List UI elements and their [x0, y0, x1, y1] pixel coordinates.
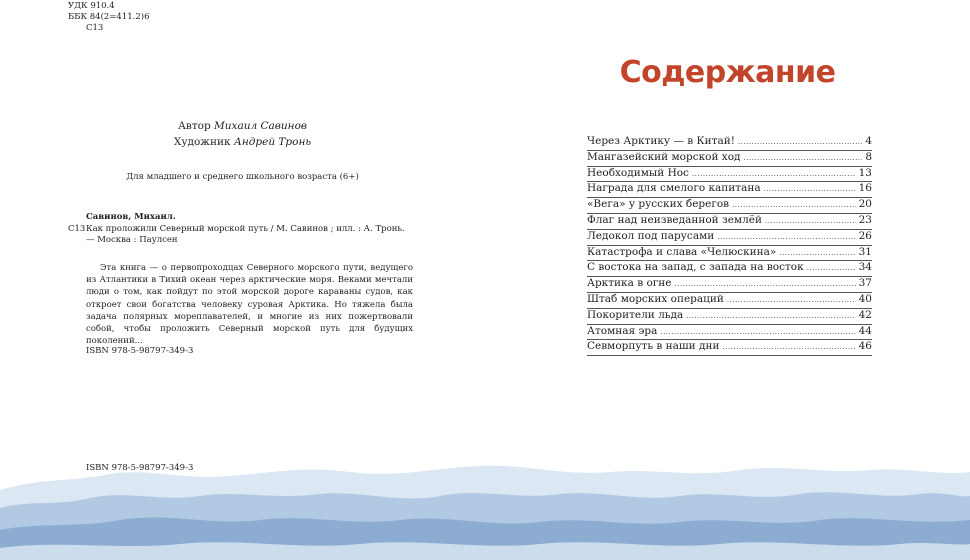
- udk-code: УДК 910.4: [68, 1, 115, 11]
- toc-leader-dots: [675, 280, 856, 288]
- toc-entry-page: 20: [858, 198, 872, 211]
- toc-entry-page: 44: [858, 324, 872, 337]
- toc-entry-title: Катастрофа и слава «Челюскина»: [587, 245, 777, 258]
- toc-leader-dots: [686, 312, 855, 320]
- age-rating: Для младшего и среднего школьного возраста (6+): [126, 172, 359, 182]
- toc-leader-dots: [807, 264, 856, 272]
- author-prefix: Автор: [177, 120, 211, 132]
- toc-entry-title: Необходимый Нос: [587, 166, 689, 179]
- annotation: Эта книга — о первопроходцах Северного морского пути, ведущего из Атлантики в Тихий океан через арктические моря. Веками мечтали люди о том, как пойдут по этой морской дороге караваны судов, как откроет свои богатства человеку суровая Арктика. Но тяжела была задача полярных мореплавателей, и многие из них пожертвовали собой, чтобы проложить Северный морской путь для будущих поколений...: [86, 263, 413, 347]
- toc-leader-dots: [692, 170, 856, 178]
- toc-leader-dots: [765, 217, 856, 225]
- toc-entry-page: 46: [858, 340, 872, 353]
- toc-entry-page: 34: [858, 261, 872, 274]
- isbn-bottom: ISBN 978-5-98797-349-3: [86, 463, 194, 473]
- toc-entry-page: 40: [858, 292, 872, 305]
- toc-leader-dots: [722, 343, 855, 351]
- biblio-author: Савинов, Михаил.: [86, 212, 176, 222]
- toc-entry: [587, 182, 872, 198]
- isbn: ISBN 978-5-98797-349-3: [86, 346, 194, 356]
- artist-line: [0, 134, 485, 150]
- toc-leader-dots: [764, 185, 856, 193]
- toc-entry: [587, 340, 872, 356]
- toc-entry-page: 26: [858, 229, 872, 242]
- toc-entry: [587, 230, 872, 246]
- toc-entry-title: Арктика в огне: [587, 277, 672, 290]
- toc-entry-page: 37: [858, 277, 872, 290]
- toc-entry-title: Мангазейский морской ход: [587, 150, 741, 163]
- toc-entry: [587, 167, 872, 183]
- author-name: Михаил Савинов: [214, 120, 308, 132]
- toc-entry-title: «Вега» у русских берегов: [587, 198, 730, 211]
- toc-entry-title: С востока на запад, с запада на восток: [587, 261, 804, 274]
- author-mark: С13: [86, 23, 104, 33]
- toc-leader-dots: [744, 154, 863, 162]
- biblio-row: [68, 224, 413, 247]
- ice-illustration: [0, 460, 970, 560]
- toc-entry-title: Награда для смелого капитана: [587, 182, 761, 195]
- toc-leader-dots: [660, 328, 855, 336]
- biblio-mark: С13: [68, 223, 86, 234]
- toc-leader-dots: [727, 296, 856, 304]
- toc-entry: [587, 277, 872, 293]
- toc-entry: [587, 214, 872, 230]
- classification-block: [68, 1, 150, 34]
- toc-entry-page: 4: [865, 135, 872, 147]
- toc-entry-page: 8: [865, 150, 872, 163]
- toc-leader-dots: [732, 201, 856, 209]
- toc-entry: [587, 293, 872, 309]
- toc-entry: [587, 135, 872, 151]
- toc-entry: [587, 151, 872, 167]
- toc-entry-page: 31: [858, 245, 872, 258]
- toc-entry-page: 42: [858, 308, 872, 321]
- toc-entry: [587, 246, 872, 262]
- toc-entry: [587, 309, 872, 325]
- toc-entry-title: Севморпуть в наши дни: [587, 340, 720, 353]
- bbk-code: ББК 84(2=411.2)6: [68, 12, 150, 22]
- bibliographic-record: [68, 212, 413, 247]
- toc-entry-page: 16: [858, 182, 872, 195]
- toc-entry-title: Покорители льда: [587, 308, 684, 321]
- toc-entry-title: Флаг над неизведанной землёй: [587, 213, 762, 226]
- artist-name: Андрей Тронь: [233, 136, 312, 148]
- toc-leader-dots: [738, 138, 862, 146]
- toc-leader-dots: [717, 233, 855, 241]
- toc-entry-title: Через Арктику — в Китай!: [587, 135, 735, 147]
- credits: [0, 118, 485, 150]
- toc-entry: [587, 261, 872, 277]
- toc-entry-page: 23: [858, 213, 872, 226]
- toc-entry: [587, 325, 872, 341]
- toc-entry-title: Ледокол под парусами: [587, 229, 715, 242]
- author-line: [0, 118, 485, 134]
- table-of-contents: [587, 135, 872, 356]
- toc-entry: [587, 198, 872, 214]
- biblio-text: Как проложили Северный морской путь / М. Савинов ; илл. : А. Тронь. — Москва : Паулсен: [86, 223, 405, 245]
- artist-prefix: Художник: [173, 136, 231, 148]
- toc-entry-title: Атомная эра: [587, 324, 658, 337]
- toc-entry-page: 13: [858, 166, 872, 179]
- contents-title: Содержание: [619, 55, 836, 90]
- toc-leader-dots: [779, 249, 855, 257]
- toc-entry-title: Штаб морских операций: [587, 292, 724, 305]
